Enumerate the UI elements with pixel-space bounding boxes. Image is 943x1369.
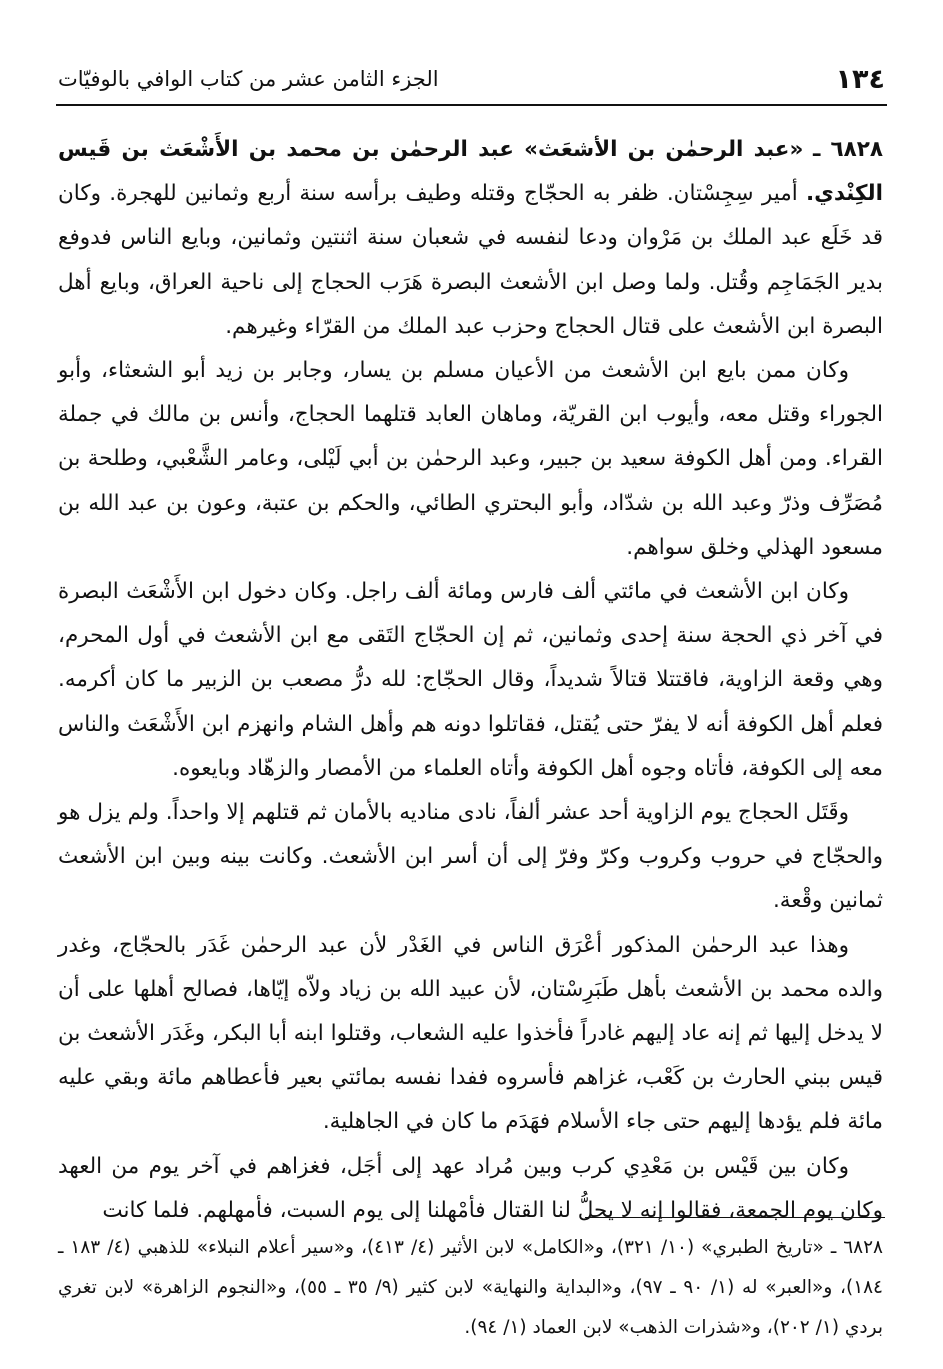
entry-body [58,128,883,1233]
footnote-divider [585,1217,885,1218]
entry-paragraph [58,128,883,349]
page-number: ١٣٤ [835,63,885,95]
entry-paragraph: وكان ممن بايع ابن الأشعث من الأعيان مسلم بن يسار، وجابر بن زيد أبو الشعثاء، وأبو الجوراء وقتل معه، وأيوب ابن القريّة، وماهان العابد قتلهما الحجاج، وأنس بن مالك في جملة القراء. ومن أهل الكوفة سعيد بن جبير، وعبد الرحمٰن بن أبي لَيْلى، وعامر الشَّعْبي، وطلحة بن مُصَرِّف وذرّ وعبد الله بن شدّاد، وأبو البحتري الطائي، والحكم بن عتبة، وعون بن عبد الله بن مسعود الهذلي وخلق سواهم. [58,358,883,560]
header-divider [56,104,887,106]
page-header [58,58,885,100]
running-title: الجزء الثامن عشر من كتاب الوافي بالوفيّات [58,67,439,91]
entry-paragraph: وكان ابن الأشعث في مائتي ألف فارس ومائة ألف راجل. وكان دخول ابن الأَشْعَث البصرة في آخر ذي الحجة سنة إحدى وثمانين، ثم إن الحجّاج التَقى مع ابن الأشعث في أول المحرم، وهي وقعة الزاوية، فاقتتلا قتالاً شديداً، وقال الحجّاج: لله درُّ مصعب بن الزبير ما كان أكرمه. فعلم أهل الكوفة أنه لا يفرّ حتى يُقتل، فقاتلوا دونه هم وأهل الشام وانهزم ابن الأَشْعَث والناس معه إلى الكوفة، فأتاه وجوه أهل الكوفة وأتاه العلماء من الأمصار والزهّاد وبايعوه. [58,579,883,781]
entry-text: أمير سِجِسْتان. ظفر به الحجّاج وقتله وطيف برأسه سنة أربع وثمانين للهجرة. وكان قد خَلَع عبد الملك بن مَرْوان ودعا لنفسه في شعبان سنة اثنتين وثمانين، وبايع الناس فدوفع بدير الجَمَاجِم وقُتل. ولما وصل ابن الأشعث البصرة هَرَب الحجاج إلى ناحية العراق، وبايع أهل البصرة ابن الأشعث على قتال الحجاج وحزب عبد الملك من القرّاء وغيرهم. [58,181,883,339]
entry-paragraph: وقَتَل الحجاج يوم الزاوية أحد عشر ألفاً، نادى مناديه بالأمان ثم قتلهم إلا واحداً. ولم يزل هو والحجّاج في حروب وكروب وكرّ وفرّ إلى أن أسر ابن الأشعث. وكانت بينه وبين ابن الأشعث ثمانين وقْعة. [58,800,883,914]
entry-paragraph: وكان بين قَيْس بن مَعْدِي كرب وبين مُراد عهد إلى أجَل، فغزاهم في آخر يوم من العهد وكان يوم الجمعة، فقالوا إنه لا يحلُّ لنا القتال فأمْهلنا إلى يوم السبت، فأمهلهم. فلما كانت [58,1153,883,1223]
entry-title: «عبد الرحمٰن بن الأشعَث» عبد الرحمٰن بن محمد بن الأَشْعَث بن قَيس الكِنْدي. [58,137,883,207]
footnote: ٦٨٢٨ ـ «تاريخ الطبري» (١٠/ ٣٢١)، و«الكامل» لابن الأثير (٤/ ٤١٣)، و«سير أعلام النبلاء» للذهبي (٤/ ١٨٣ ـ ١٨٤)، و«العبر» له (١/ ٩٠ ـ ٩٧)، و«البداية والنهاية» لابن كثير (٩/ ٣٥ ـ ٥٥)، و«النجوم الزاهرة» لابن تغري بردي (١/ ٢٠٢)، و«شذرات الذهب» لابن العماد (١/ ٩٤). [58,1237,883,1338]
entry-number: ٦٨٢٨ ـ [812,137,883,162]
entry-paragraph: وهذا عبد الرحمٰن المذكور أعْرَق الناس في الغَدْر لأن عبد الرحمٰن غَدَر بالحجّاج، وغدر والده محمد بن الأشعث بأهل طَبَرِسْتان، لأن عبيد الله بن زياد ولاّه إيّاها، فصالح أهلها على أن لا يدخل إليها ثم إنه عاد إليهم غادراً فأخذوا عليه الشعاب، وقتلوا ابنه أبا البكر، وغَدَر الأشعث بن قيس ببني الحارث بن كَعْب، غزاهم فأسروه ففدا نفسه بمائتي بعير فأعطاهم مائة وبقي عليه مائة فلم يؤدها إليهم حتى جاء الأسلام فهَدَم ما كان في الجاهلية. [58,932,883,1135]
